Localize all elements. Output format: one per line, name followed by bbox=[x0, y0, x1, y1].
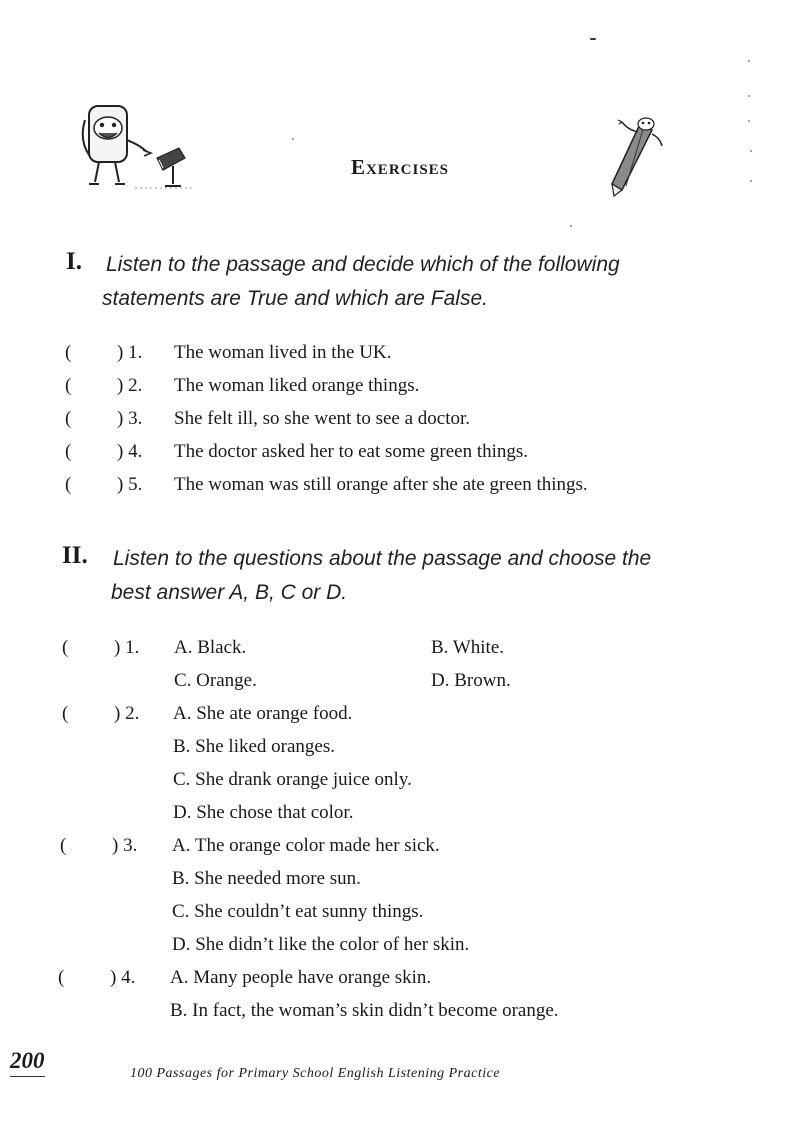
item-number: ) 4. bbox=[117, 441, 143, 462]
question-number: ) 1. bbox=[114, 637, 140, 658]
question-number: ) 2. bbox=[114, 703, 140, 724]
instruction-line: statements are True and which are False. bbox=[102, 287, 488, 310]
section-1-number: I. bbox=[66, 248, 82, 275]
book-title-footer: 100 Passages for Primary School English Listening Practice bbox=[130, 1066, 501, 1081]
answer-blank-open[interactable]: ( bbox=[62, 637, 69, 658]
cartoon-phone-character-icon bbox=[75, 100, 205, 195]
item-number: ) 1. bbox=[117, 342, 143, 363]
option-a: A. Black. bbox=[174, 637, 247, 658]
option-a: A. She ate orange food. bbox=[173, 703, 353, 724]
option-b: B. She liked oranges. bbox=[173, 736, 336, 757]
instruction-line: best answer A, B, C or D. bbox=[111, 581, 348, 604]
question-number: ) 4. bbox=[110, 967, 136, 988]
mc-question bbox=[62, 637, 140, 659]
item-text: The woman was still orange after she ate green things. bbox=[174, 474, 588, 495]
page-number: 200 bbox=[10, 1048, 45, 1077]
answer-blank-open[interactable]: ( bbox=[65, 342, 72, 363]
option-b: B. White. bbox=[431, 637, 505, 658]
item-number: ) 5. bbox=[117, 474, 143, 495]
option-a: A. Many people have orange skin. bbox=[170, 967, 432, 988]
mc-question bbox=[62, 703, 140, 725]
item-text: The woman lived in the UK. bbox=[174, 342, 392, 363]
answer-blank-open[interactable]: ( bbox=[65, 474, 72, 495]
item-number: ) 3. bbox=[117, 408, 143, 429]
answer-blank-open[interactable]: ( bbox=[58, 967, 65, 988]
item-text: The doctor asked her to eat some green things. bbox=[174, 441, 529, 462]
option-c: C. She drank orange juice only. bbox=[173, 769, 412, 790]
page-title: Exercises bbox=[350, 155, 450, 179]
question-number: ) 3. bbox=[112, 835, 138, 856]
option-a: A. The orange color made her sick. bbox=[172, 835, 440, 856]
option-d: D. She chose that color. bbox=[173, 802, 354, 823]
option-c: C. Orange. bbox=[174, 670, 257, 691]
answer-blank-open[interactable]: ( bbox=[65, 408, 72, 429]
tf-item bbox=[65, 375, 420, 397]
mc-question bbox=[58, 967, 136, 989]
tf-item bbox=[65, 474, 588, 496]
mc-question bbox=[60, 835, 138, 857]
option-d: D. She didn’t like the color of her skin. bbox=[172, 934, 470, 955]
item-text: The woman liked orange things. bbox=[174, 375, 420, 396]
item-number: ) 2. bbox=[117, 375, 143, 396]
item-text: She felt ill, so she went to see a doctor. bbox=[174, 408, 471, 429]
instruction-line: Listen to the passage and decide which of the following bbox=[106, 253, 620, 276]
option-b: B. In fact, the woman’s skin didn’t become orange. bbox=[170, 1000, 559, 1021]
answer-blank-open[interactable]: ( bbox=[65, 375, 72, 396]
answer-blank-open[interactable]: ( bbox=[65, 441, 72, 462]
tf-item bbox=[65, 408, 471, 430]
tf-item bbox=[65, 342, 392, 364]
section-1-instruction bbox=[102, 248, 620, 316]
section-2-instruction bbox=[113, 542, 651, 610]
section-2-number: II. bbox=[62, 542, 88, 569]
instruction-line: Listen to the questions about the passage and choose the bbox=[113, 547, 652, 570]
option-d: D. Brown. bbox=[431, 670, 511, 691]
answer-blank-open[interactable]: ( bbox=[62, 703, 69, 724]
option-c: C. She couldn’t eat sunny things. bbox=[172, 901, 424, 922]
answer-blank-open[interactable]: ( bbox=[60, 835, 67, 856]
option-b: B. She needed more sun. bbox=[172, 868, 361, 889]
tf-item bbox=[65, 441, 529, 463]
